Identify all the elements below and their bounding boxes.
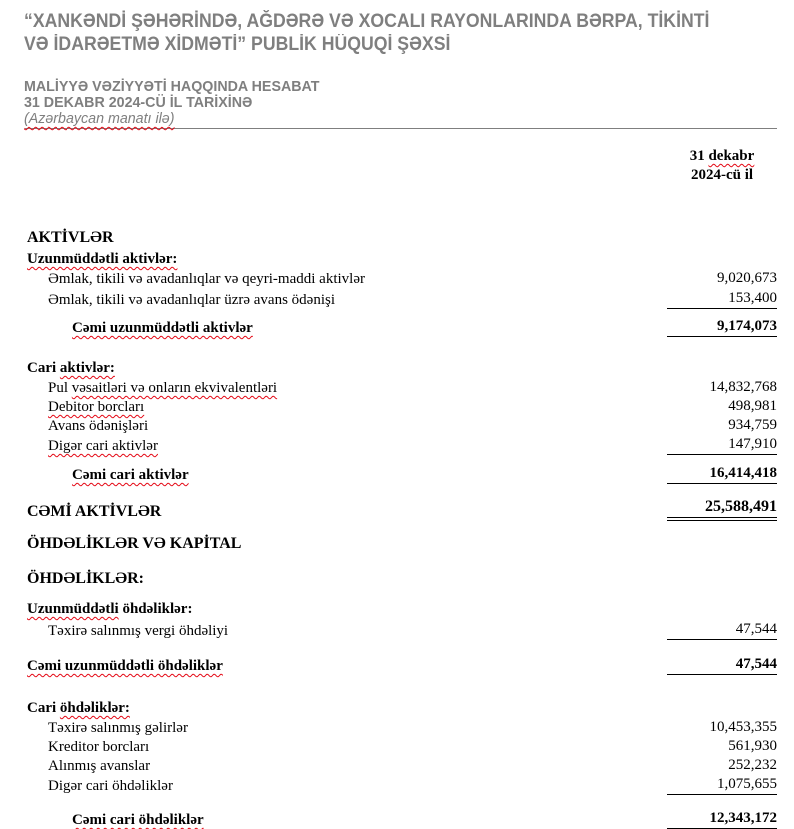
table-row <box>0 249 794 268</box>
column-header-line2: 2024-cü il <box>690 167 754 183</box>
table-row <box>0 317 794 337</box>
label-text: öhdəliklər: <box>118 601 193 617</box>
table-row <box>0 435 794 455</box>
row-label <box>0 719 188 737</box>
table-row <box>0 718 794 737</box>
row-value: 147,910 <box>667 435 777 455</box>
row-label <box>0 570 144 588</box>
row-value: 498,981 <box>728 398 777 414</box>
row-value <box>667 599 777 618</box>
row-label <box>0 229 114 247</box>
misspelled-text: Uzunmüddətli aktivlər: <box>27 251 178 267</box>
row-label <box>0 600 192 618</box>
row-value: 14,832,768 <box>709 379 777 395</box>
document-header <box>0 0 794 127</box>
table-row <box>0 737 794 756</box>
misspelled-text: Cəmi cari öhdəliklər <box>72 812 204 828</box>
table-row <box>0 569 794 588</box>
row-label <box>0 398 144 416</box>
label-text: CƏMİ AKTİVLƏR <box>27 503 162 520</box>
table-row <box>0 809 794 829</box>
table-row <box>0 416 794 435</box>
misspelled-text: vəsaitləri və onların ekvivalentləri <box>71 380 278 396</box>
row-value: 561,930 <box>728 738 777 754</box>
row-label <box>0 622 228 640</box>
column-header-line1 <box>667 147 777 166</box>
table-row <box>0 397 794 416</box>
table-row <box>0 698 794 717</box>
column-header-day: 31 <box>689 148 709 164</box>
misspelled-text: Cəmi uzunmüddətli öhdəliklər <box>27 658 223 674</box>
misspelled-text: Digər cari aktivlər <box>48 438 158 454</box>
report-name: MALİYYƏ VƏZİYYƏTİ HAQQINDA HESABAT <box>24 78 320 95</box>
label-text: ÖHDƏLİKLƏR VƏ KAPİTAL <box>27 535 242 552</box>
row-label <box>0 417 148 435</box>
row-label <box>0 535 241 553</box>
label-text: Təxirə salınmış gəlirlər <box>48 720 188 736</box>
row-label <box>0 466 189 484</box>
label-text: Cari <box>27 360 60 376</box>
misspelled-text: Cəmi uzunmüddətli aktivlər <box>72 320 253 336</box>
entity-title-line1: “XANKƏNDİ ŞƏHƏRİNDƏ, AĞDƏRƏ VƏ XOCALI RAYONLARINDA BƏRPA, TİKİNTİ <box>24 11 710 32</box>
row-label <box>0 359 115 377</box>
row-label <box>0 777 173 795</box>
row-value <box>667 358 777 377</box>
row-value: 47,544 <box>667 620 777 640</box>
row-value: 9,020,673 <box>717 270 777 286</box>
misspelled-text: Cəmi cari aktivlər <box>72 467 189 483</box>
currency-note: (Azərbaycan manatı ilə) <box>24 110 175 127</box>
table-row <box>0 464 794 484</box>
row-label <box>0 503 161 521</box>
row-label <box>0 270 365 288</box>
label-text: Avans ödənişləri <box>48 418 149 434</box>
misspelled-text: Debitor borcları <box>48 399 145 415</box>
table-row <box>0 756 794 775</box>
label-text: Əmlak, tikili və avadanlıqlar üzrə avans ödənişi <box>48 292 335 308</box>
row-label <box>0 319 253 337</box>
row-label <box>0 699 130 717</box>
row-value: 153,400 <box>667 289 777 309</box>
row-label <box>0 738 149 756</box>
label-text: ÖHDƏLİKLƏR: <box>27 570 144 587</box>
row-value <box>667 534 777 553</box>
table-row <box>0 599 794 618</box>
row-value: 9,174,073 <box>667 317 777 337</box>
balance-table <box>0 228 794 829</box>
table-row <box>0 655 794 675</box>
table-row <box>0 358 794 377</box>
table-row <box>0 289 794 309</box>
entity-title-line2: VƏ İDARƏETMƏ XİDMƏTİ” PUBLİK HÜQUQİ ŞƏXSİ <box>24 34 451 55</box>
misspelled-text: aktivlər: <box>59 360 115 376</box>
report-subtitle <box>24 79 794 127</box>
row-value <box>667 698 777 717</box>
column-header-month: dekabr <box>708 148 755 164</box>
row-label <box>0 291 335 309</box>
row-label <box>0 250 177 268</box>
table-row <box>0 228 794 247</box>
row-value <box>667 249 777 268</box>
row-value: 252,232 <box>728 757 777 773</box>
table-row <box>0 534 794 553</box>
label-text: Digər cari öhdəliklər <box>48 778 173 794</box>
row-label <box>0 437 158 455</box>
row-value: 25,588,491 <box>667 498 777 521</box>
column-header-date <box>667 147 777 185</box>
table-row <box>0 498 794 521</box>
row-value: 12,343,172 <box>667 809 777 829</box>
row-label <box>0 811 204 829</box>
label-text: Əmlak, tikili və avadanlıqlar və qeyri-maddi aktivlər <box>48 271 365 287</box>
label-text: AKTİVLƏR <box>27 229 114 246</box>
row-value: 10,453,355 <box>709 719 777 735</box>
label-text: Kreditor borcları <box>48 739 150 755</box>
label-text: Pul <box>48 380 72 396</box>
row-value <box>667 228 777 247</box>
row-label <box>0 657 223 675</box>
row-label <box>0 379 277 397</box>
table-row <box>0 269 794 288</box>
misspelled-text: öhdəliklər: <box>59 700 130 716</box>
table-row <box>0 620 794 640</box>
table-row <box>0 775 794 795</box>
header-divider <box>25 128 777 129</box>
row-value: 16,414,418 <box>667 464 777 484</box>
table-row <box>0 378 794 397</box>
label-text: Cari <box>27 700 60 716</box>
row-label <box>0 757 150 775</box>
misspelled-text: Uzunmüddətli <box>27 601 119 617</box>
row-value: 934,759 <box>728 417 777 433</box>
label-text: Alınmış avanslar <box>48 758 151 774</box>
label-text: Təxirə salınmış vergi öhdəliyi <box>48 623 229 639</box>
row-value <box>667 569 777 588</box>
row-value: 1,075,655 <box>667 775 777 795</box>
row-value: 47,544 <box>667 655 777 675</box>
report-date: 31 DEKABR 2024-CÜ İL TARİXİNƏ <box>24 94 253 111</box>
